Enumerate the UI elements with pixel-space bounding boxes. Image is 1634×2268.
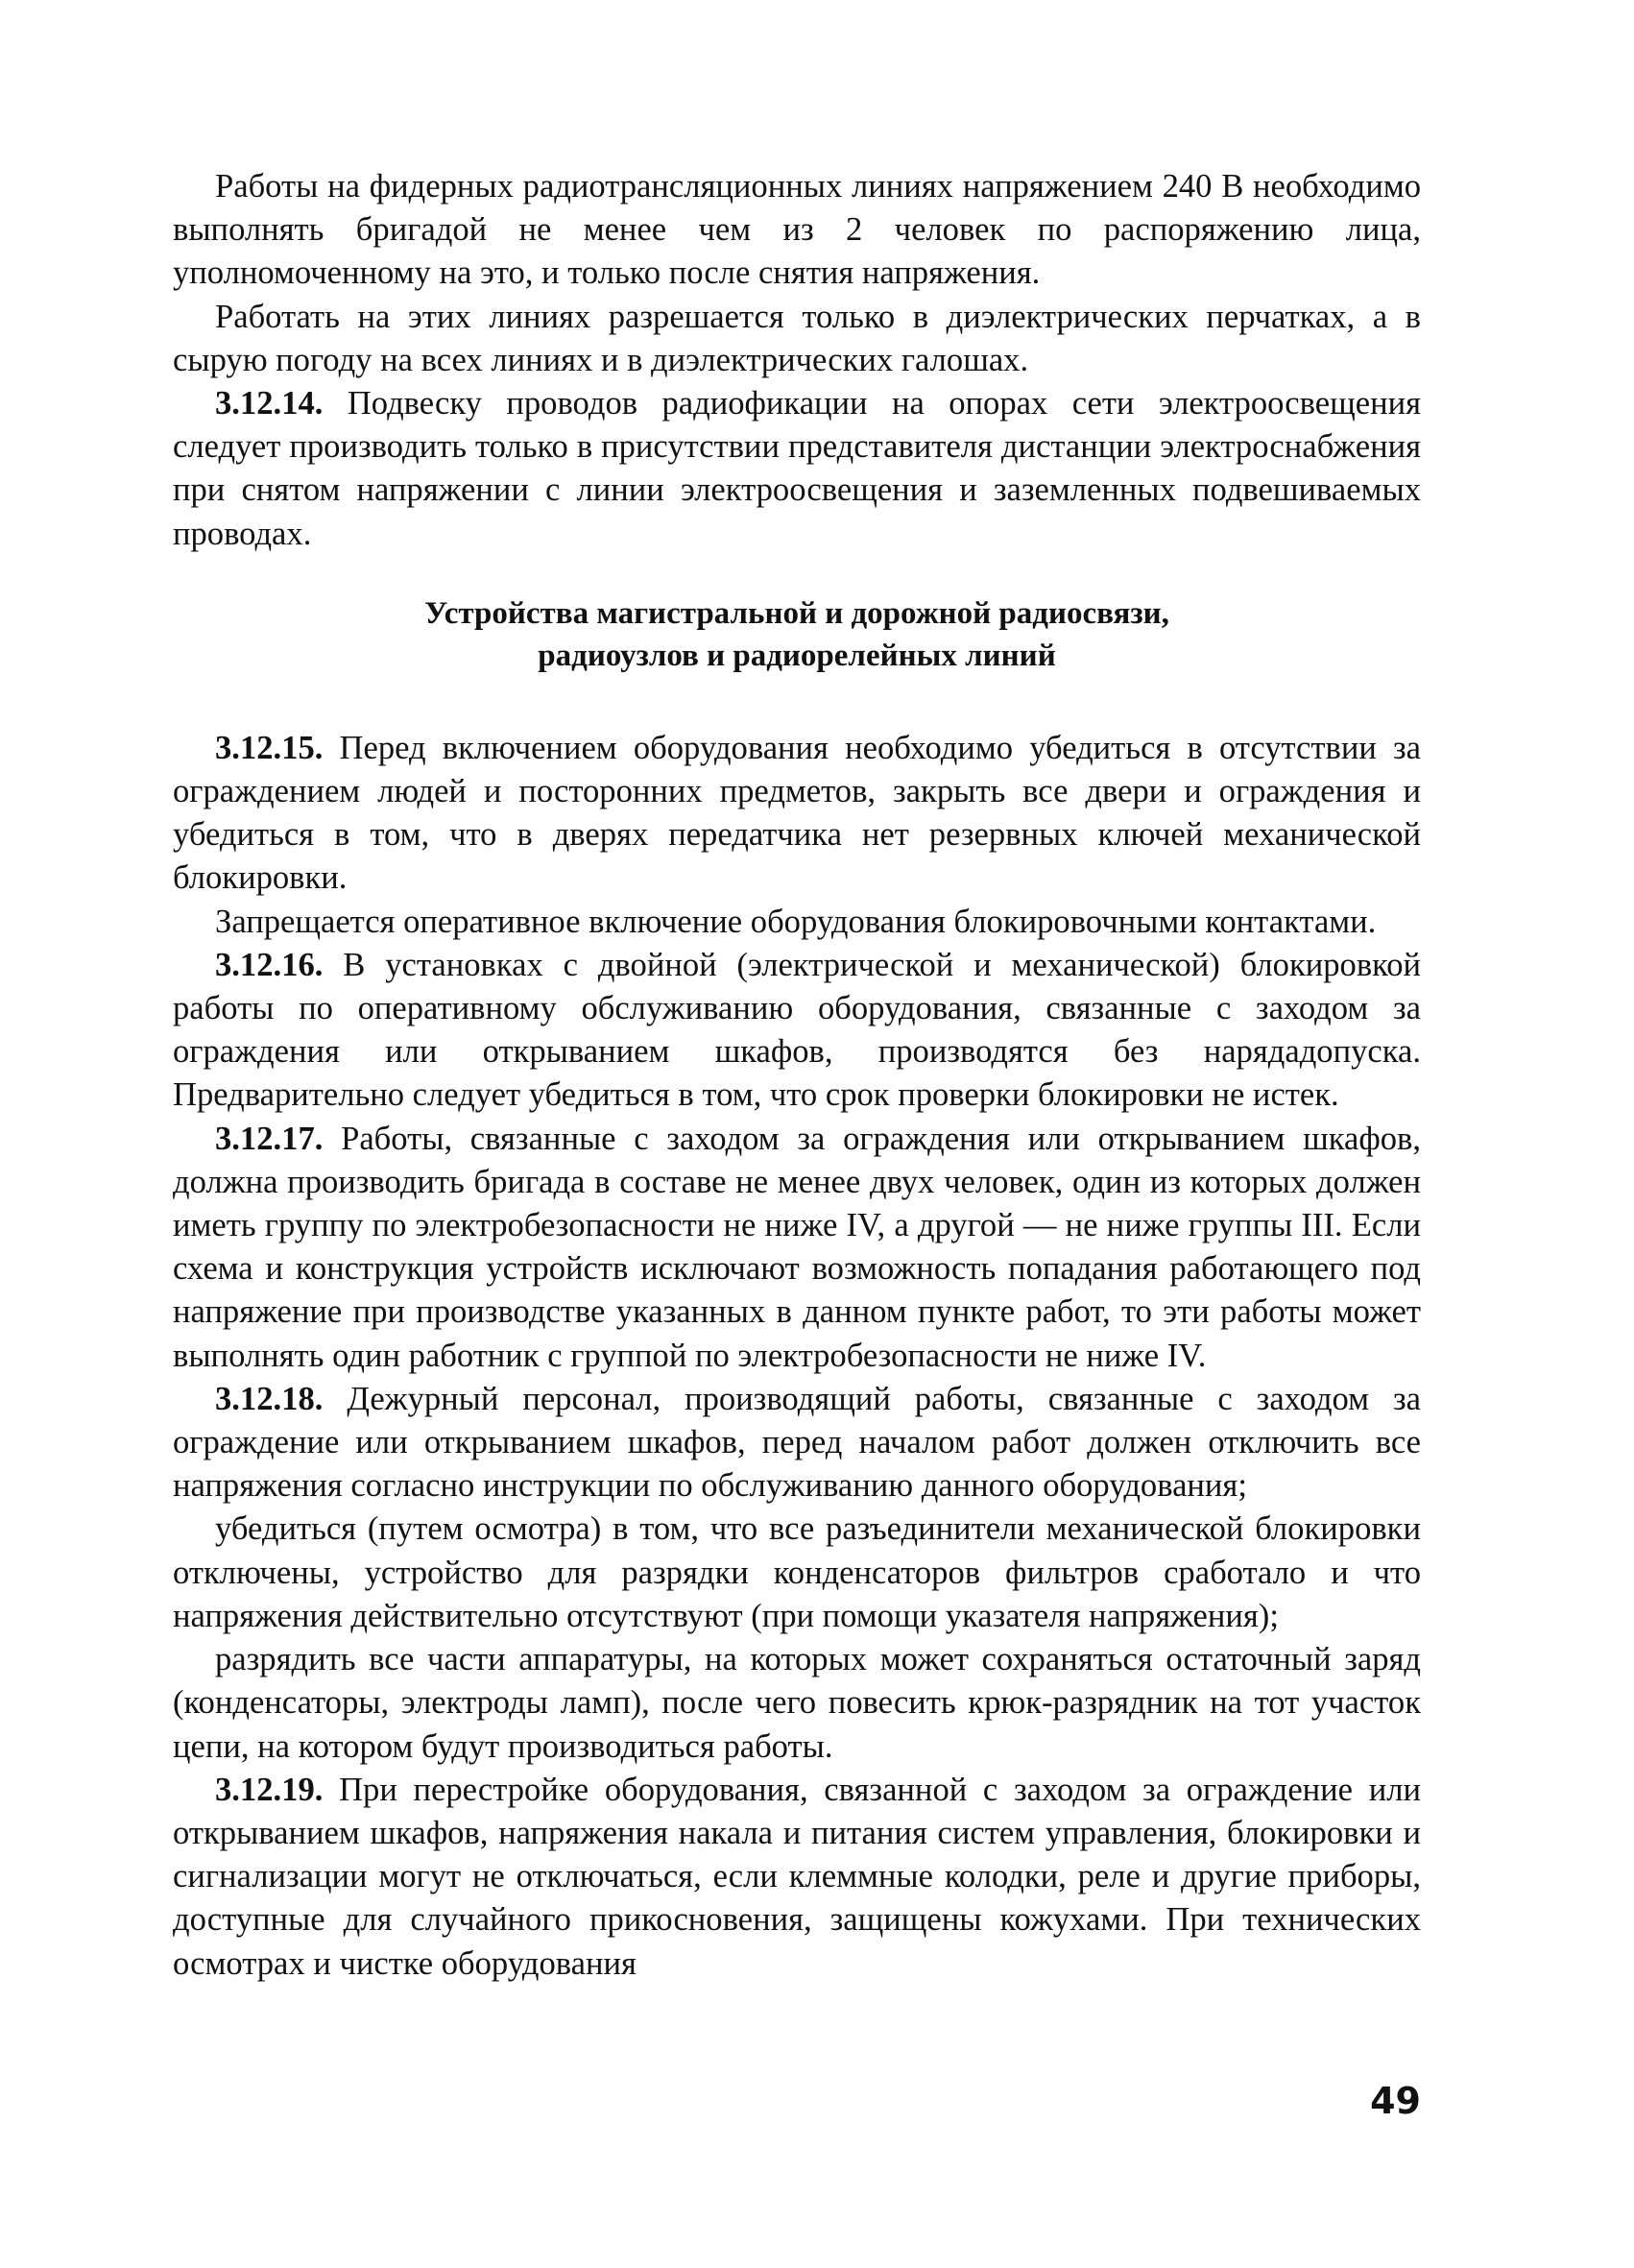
- paragraph: [173, 901, 1421, 944]
- clause-number: 3.12.18.: [215, 1380, 324, 1417]
- paragraph-text: Перед включением оборудования необходимо убедиться в отсутствии за ограждением людей и посторонних предметов, закрыть все двери и ограждения и убедиться в том, что в дверях передатчика нет резервных ключей механической блокировки.: [173, 729, 1421, 897]
- section-heading-line-2: радиоузлов и радиорелейных линий: [538, 638, 1056, 673]
- paragraphs-top: [173, 165, 1421, 556]
- clause-number: 3.12.17.: [215, 1120, 324, 1157]
- section-heading: [173, 592, 1421, 677]
- paragraph-text: В установках с двойной (электрической и механической) блокировкой работы по оперативному обслуживанию оборудования, связанные с заходом за ограждения или открыванием шкафов, производятся без нарядадопуска. Предварительно следует убедиться в том, что срок проверки блокировки не истек.: [173, 946, 1421, 1114]
- paragraph-text: Запрещается оперативное включение оборудования блокировочными контактами.: [215, 903, 1377, 940]
- clause-number: 3.12.16.: [215, 946, 324, 983]
- page-number: 49: [1370, 2080, 1421, 2122]
- paragraph: [173, 165, 1421, 296]
- paragraph-text: разрядить все части аппаратуры, на которых может сохраняться остаточный заряд (конденсаторы, электроды ламп), после чего повесить крюк-разрядник на тот участок цепи, на котором будут производиться работы.: [173, 1641, 1421, 1765]
- paragraph: [173, 727, 1421, 901]
- paragraph-text: Подвеску проводов радиофикации на опорах сети электроосвещения следует производить только в присутствии представителя дистанции электроснабжения при снятом напряжении с линии электроосвещения и заземленных подвешиваемых проводах.: [173, 385, 1421, 552]
- paragraph: [173, 1508, 1421, 1638]
- page-body: [173, 165, 1421, 1986]
- paragraph-text: Работать на этих линиях разрешается только в диэлектрических перчатках, а в сырую погоду на всех линиях и в диэлектрических галошах.: [173, 298, 1421, 378]
- paragraph-text: Работы на фидерных радиотрансляционных линиях напряжением 240 В необходимо выполнять бригадой не менее чем из 2 человек по распоряжению лица, уполномоченному на это, и только после снятия напряжения.: [173, 168, 1421, 292]
- paragraphs-bottom: [173, 727, 1421, 1986]
- clause-number: 3.12.14.: [215, 385, 324, 422]
- paragraph: [173, 1118, 1421, 1378]
- paragraph-text: Работы, связанные с заходом за ограждения или открыванием шкафов, должна производить бригада в составе не менее двух человек, один из которых должен иметь группу по электробезопасности не ниже IV, а другой — не ниже группы III. Если схема и конструкция устройств исключают возможность попадания работающего под напряжение при производстве указанных в данном пункте работ, то эти работы может выполнять один работник с группой по электробезопасности не ниже IV.: [173, 1120, 1421, 1374]
- paragraph: [173, 944, 1421, 1118]
- clause-number: 3.12.19.: [215, 1771, 324, 1808]
- paragraph-text: Дежурный персонал, производящий работы, связанные с заходом за ограждение или открыванием шкафов, перед началом работ должен отключить все напряжения согласно инструкции по обслуживанию данного оборудования;: [173, 1380, 1421, 1505]
- clause-number: 3.12.15.: [215, 729, 324, 766]
- section-heading-line-1: Устройства магистральной и дорожной радиосвязи,: [424, 595, 1169, 631]
- paragraph: [173, 296, 1421, 382]
- paragraph: [173, 1769, 1421, 1986]
- paragraph-text: убедиться (путем осмотра) в том, что все разъединители механической блокировки отключены, устройство для разрядки конденсаторов фильтров сработало и что напряжения действительно отсутствуют (при помощи указателя напряжения);: [173, 1510, 1421, 1634]
- paragraph: [173, 382, 1421, 556]
- paragraph-text: При перестройке оборудования, связанной с заходом за ограждение или открыванием шкафов, напряжения накала и питания систем управления, блокировки и сигнализации могут не отключаться, если клеммные колодки, реле и другие приборы, доступные для случайного прикосновения, защищены кожухами. При технических осмотрах и чистке оборудования: [173, 1771, 1421, 1982]
- paragraph: [173, 1638, 1421, 1769]
- paragraph: [173, 1378, 1421, 1508]
